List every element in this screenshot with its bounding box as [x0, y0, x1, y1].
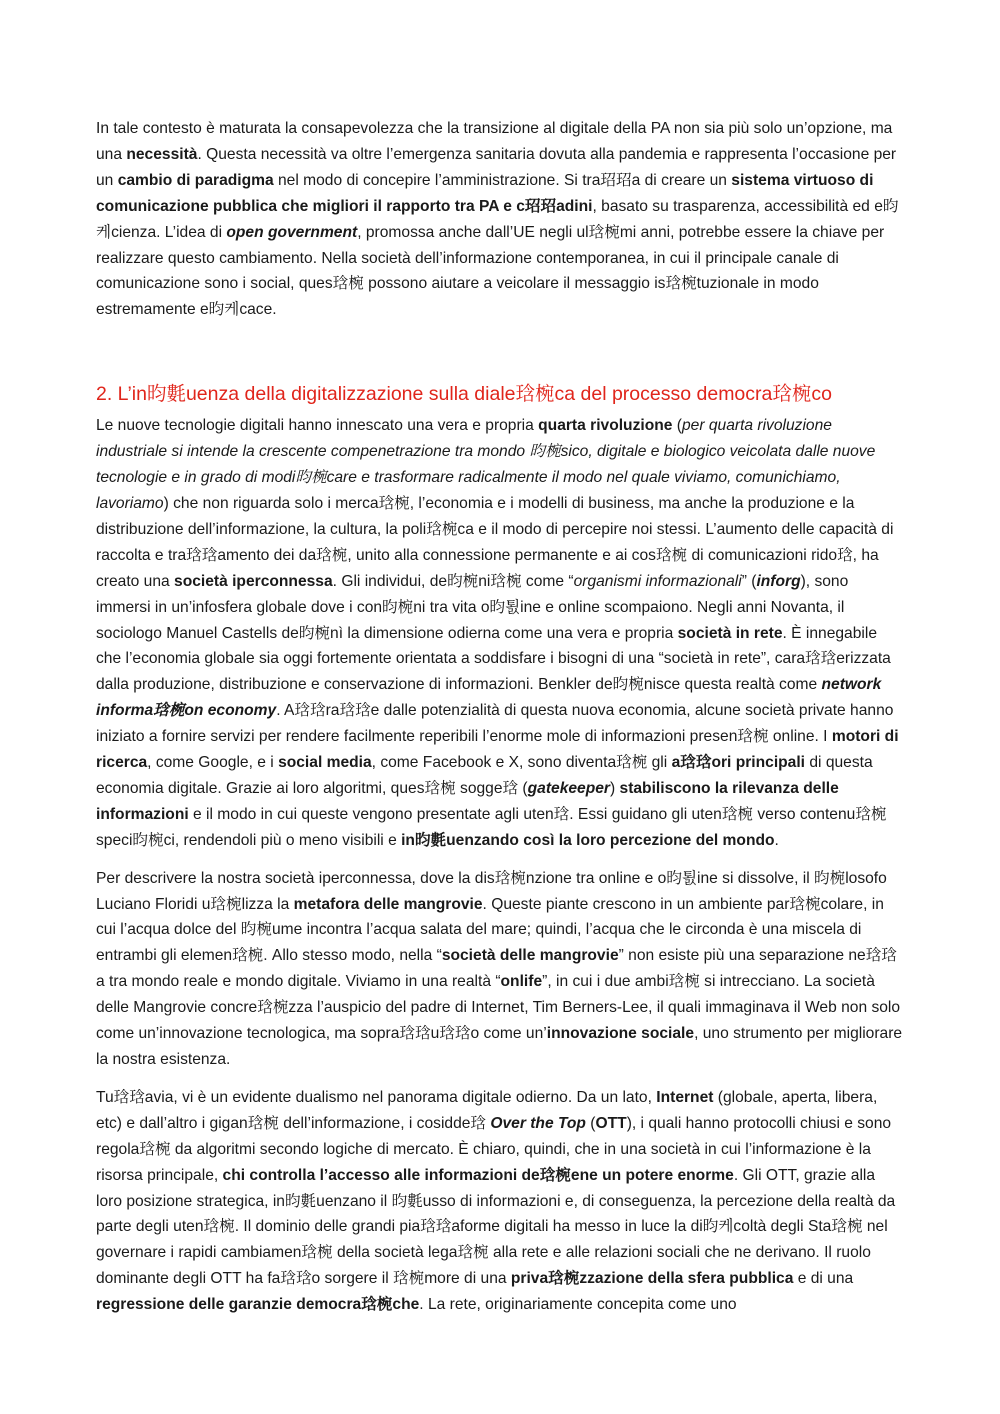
text-run: , uno strumento per migliorare la nostra esistenza. [96, 1025, 903, 1068]
bold-text-run: onlife [500, 973, 543, 991]
bold-text-run: cambio di paradigma [117, 171, 274, 189]
bold-text-run: priva琀椀zzazione della sfera pubblica [510, 1270, 794, 1288]
text-run: Per descrivere la nostra società iperconnessa, dove la dis琀椀nzione tra online e o昀툀ine si dissolve, il 昀椀losofo Luciano Floridi u琀椀lizza la [96, 869, 887, 913]
bold-text-run: quarta rivoluzione [538, 417, 673, 435]
bold-italic-text-run: gatekeeper [527, 779, 610, 797]
intro-paragraph [96, 116, 904, 323]
text-run: ” ( [741, 572, 757, 590]
text-run: , promossa anche dall’UE negli ul琀椀mi anni, potrebbe essere la chiave per realizzare questo cambiamento. Nella società dell’informazione contemporanea, in cui il principale canale di comunicazione sono i social, ques琀椀 possono aiutare a veicolare il messaggio is琀椀tuzionale in modo estremamente e昀케cace. [96, 223, 885, 319]
bold-text-run: metafora delle mangrovie [293, 895, 483, 913]
document-page [96, 116, 904, 1318]
body-paragraph-mangrovie [96, 866, 904, 1073]
text-run: . È innegabile che l’economia globale sia oggi fortemente orientata a soddisfare i bisogni di una “società in rete”, cara琀琀erizzata dalla produzione, distribuzione e conservazione di informazioni. Benkler de昀椀nisce questa realtà come [96, 624, 891, 694]
text-run: . Gli individui, de昀椀ni琀椀 come “ [332, 572, 574, 590]
text-run: ( [672, 417, 682, 435]
text-run: ( [585, 1114, 596, 1132]
bold-text-run: OTT [595, 1114, 627, 1132]
text-run: nel modo di concepire l’amministrazione. Si tra玿玿a di creare un [273, 171, 732, 189]
bold-italic-text-run: open government [226, 223, 358, 241]
text-run: di questa economia digitale. Grazie ai loro algoritmi, ques琀椀 sogge琀 ( [96, 754, 873, 797]
text-run: . La rete, originariamente concepita come uno [419, 1296, 737, 1314]
text-run: . Gli OTT, grazie alla loro posizione strategica, in昀氀uenzano il 昀氀usso di informazioni e, di conseguenza, la percezione della realtà da parte degli uten琀椀. Il dominio delle grandi pia琀琀aforme digitali ha messo in luce la di昀케coltà degli Sta琀椀 nel governare i rapidi cambiamen琀椀 della società lega琀椀 alla rete e alle relazioni sociali che ne derivano. Il ruolo dominante degli OTT ha fa琀琀o sorgere il 琀椀more di una [96, 1166, 896, 1288]
text-run: , come Google, e i [147, 754, 279, 772]
text-run: e il modo in cui queste vengono presentate agli uten琀. Essi guidano gli uten琀椀 verso contenu琀椀 speci昀椀ci, rendendoli più o meno visibili e [96, 805, 887, 849]
italic-text-run: organismi informazionali [573, 572, 742, 590]
bold-text-run: sistema virtuoso di comunicazione pubblica che migliori il rapporto tra PA e c玿玿adini [96, 171, 874, 215]
text-run: . Queste piante crescono in un ambiente par琀椀colare, in cui l’acqua dolce del 昀椀ume incontra l’acqua salata del mare; quindi, l’acqua che le circonda è una miscela di entrambi gli elemen琀椀. Allo stesso modo, nella “ [96, 895, 884, 965]
text-run: ) che non riguarda solo i merca琀椀, l’economia e i modelli di business, ma anche la produzione e la distribuzione dell’informazione, la cultura, la poli琀椀ca e il modo di percepire noi stessi. L’aumento delle capacità di raccolta e tra琀琀amento dei da琀椀, unito alla connessione permanente e ai cos琀椀 di comunicazioni rido琀, ha creato una [96, 494, 894, 590]
text-run: . Questa necessità va oltre l’emergenza sanitaria dovuta alla pandemia e rappresenta l’occasione per un [96, 145, 897, 189]
bold-italic-text-run: Over the Top [490, 1114, 586, 1132]
bold-text-run: a琀琀ori principali [671, 754, 806, 772]
text-run: ” non esiste più una separazione ne琀琀a tra mondo reale e mondo digitale. Viviamo in una realtà “ [96, 947, 897, 991]
text-run: e di una [793, 1270, 854, 1288]
bold-text-run: regressione delle garanzie democra琀椀che [96, 1296, 420, 1314]
bold-text-run: società iperconnessa [174, 572, 333, 590]
bold-text-run: social media [278, 754, 372, 772]
text-run: . A琀琀ra琀琀e dalle potenzialità di questa nuova economia, alcune società private hanno iniziato a fornire servizi per rendere facilmente reperibili l’enorme mole di informazioni presen琀椀 online. I [96, 702, 894, 746]
bold-italic-text-run: inforg [756, 572, 801, 590]
text-run: , come Facebook e X, sono diventa琀椀 gli [371, 754, 672, 772]
body-paragraph-ott [96, 1085, 904, 1318]
text-run: (globale, aperta, libera, etc) e dall’altro i gigan琀椀 dell’informazione, i cosidde琀 [96, 1088, 878, 1132]
bold-text-run: società in rete [677, 624, 783, 642]
section-heading: 2. L’in昀氀uenza della digitalizzazione sulla diale琀椀ca del processo democra琀椀co [96, 383, 832, 406]
italic-text-run: per quarta rivoluzione industriale si intende la crescente compenetrazione tra mondo 昀椀sico, digitale e biologico veicolata dalle nuove tecnologie e in grado di modi昀椀care e trasformare radicalmente il modo nel quale viviamo, comunichiamo, lavoriamo [96, 417, 876, 512]
text-run: Tu琀琀avia, vi è un evidente dualismo nel panorama digitale odierno. Da un lato, [96, 1088, 657, 1106]
bold-text-run: in昀氀uenzando così la loro percezione del mondo [401, 831, 775, 849]
text-run: ), i quali hanno protocolli chiusi e sono regola琀椀 da algoritmi secondo logiche di mercato. È chiaro, quindi, che in una società in cui l’informazione è la risorsa principale, [96, 1114, 892, 1184]
text-run: ”, in cui i due ambi琀椀 si intrecciano. La società delle Mangrovie concre琀椀zza l’auspicio del padre di Internet, Tim Berners-Lee, il quali immaginava il Web non solo come un’innovazione tecnologica, ma sopra琀琀u琀琀o come un’ [96, 973, 901, 1043]
text-run: ), sono immersi in un’infosfera globale dove i con昀椀ni tra vita o昀툀ine e online scompaiono. Negli anni Novanta, il sociologo Manuel Castells de昀椀nì la dimensione odierna come una vera e propria [96, 572, 849, 642]
text-run: ) [609, 779, 620, 797]
bold-text-run: motori di ricerca [96, 728, 899, 772]
body-paragraph-quarta-rivoluzione [96, 413, 904, 853]
bold-italic-text-run: network informa琀椀on economy [96, 676, 882, 720]
text-run: In tale contesto è maturata la consapevolezza che la transizione al digitale della PA non sia più solo un’opzione, ma una [96, 120, 893, 163]
bold-text-run: necessità [126, 145, 198, 163]
text-run: , basato su trasparenza, accessibilità ed e昀케cienza. L’idea di [96, 197, 899, 241]
bold-text-run: stabiliscono la rilevanza delle informazioni [96, 779, 839, 823]
text-run: Le nuove tecnologie digitali hanno innescato una vera e propria [96, 417, 539, 435]
bold-text-run: chi controlla l’accesso alle informazioni de琀椀ene un potere enorme [222, 1166, 734, 1184]
text-run: . [774, 831, 779, 849]
bold-text-run: società delle mangrovie [441, 947, 619, 965]
bold-text-run: Internet [656, 1088, 714, 1106]
bold-text-run: innovazione sociale [546, 1025, 695, 1043]
